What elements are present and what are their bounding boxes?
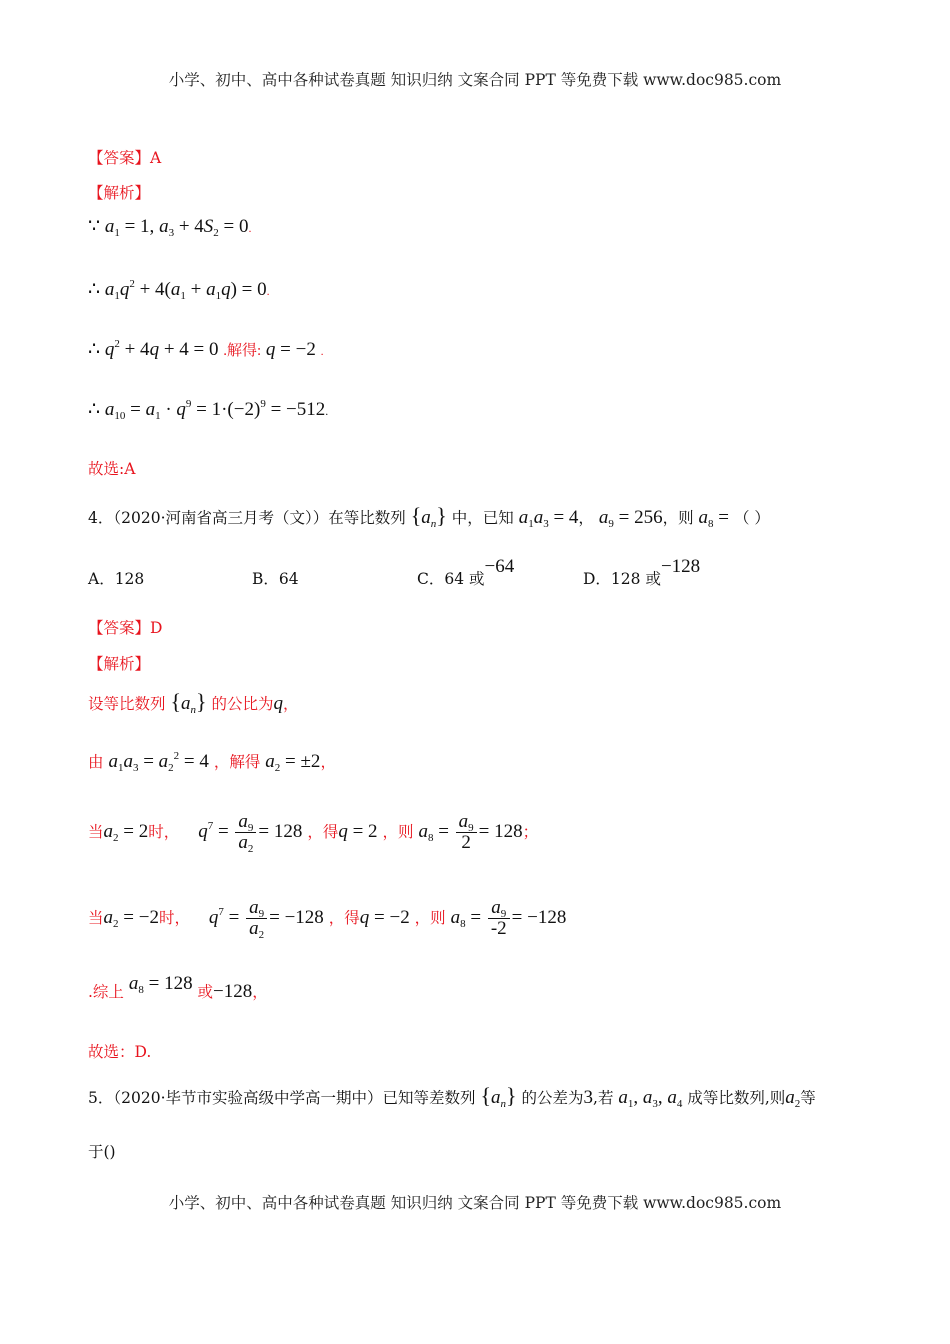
option-a: A．128 — [88, 570, 145, 588]
question-5: 5．（2020·毕节市实验高级中学高一期中）已知等差数列 $\{a_n\}$ 的公差为3,若 $a_1$, $a_3$, $a_4$ 成等比数列,则$a_2$等 — [88, 1083, 816, 1110]
conclusion-q3: 故选:A — [88, 460, 136, 478]
equation-line-1: ∵ $a_1 = 1$, $a_3 + 4S_2 = 0$. — [88, 216, 252, 239]
solution-step-2: 由 $a_1a_3 = a_2^2 = 4$ ，解得 $a_2 = \pm 2$， — [88, 750, 336, 774]
analysis-label-q4: 【解析】 — [88, 655, 151, 673]
question-5-line-2: 于() — [88, 1143, 116, 1161]
page-header: 小学、初中、高中各种试卷真题 知识归纳 文案合同 PPT 等免费下载 www.doc985.com — [168, 71, 782, 89]
option-d: D．128 或−128 — [583, 556, 701, 588]
equation-line-3: ∴ $q^2 + 4q + 4 = 0$ .解得: q = −2 . — [88, 338, 324, 360]
answer-label-q4: 【答案】D — [88, 619, 163, 637]
option-c: C．64 或−64 — [417, 556, 515, 588]
conclusion-q4: 故选：D. — [88, 1043, 152, 1061]
solution-step-1: 设等比数列 $\{a_n\}$ 的公比为q， — [88, 689, 299, 716]
equation-line-4: ∴ $a_{10} = a_1 \cdot q^9 = 1\cdot(-2)^9 = -512$. — [88, 398, 329, 422]
solution-step-3: 当$a_2 = 2$时， $q^7$ = $\frac{a_9}{a_2}$ = 128 ，得q = 2 ，则 $a_8$ = $\frac{a_9}{2}$ = 128； — [88, 811, 539, 855]
option-b: B．64 — [252, 570, 299, 588]
answer-label: 【答案】A — [88, 149, 162, 167]
equation-line-2: ∴ $a_1q^2 + 4(a_1 + a_1q) = 0$. — [88, 278, 270, 302]
analysis-label: 【解析】 — [88, 184, 151, 202]
question-4: 4．（2020·河南省高三月考（文））在等比数列 $\{a_n\}$ 中，已知 $a_1a_3 = 4$， $a_9 = 256$，则 $a_8$ = （ ） — [88, 503, 770, 530]
page-footer: 小学、初中、高中各种试卷真题 知识归纳 文案合同 PPT 等免费下载 www.doc985.com — [168, 1194, 782, 1212]
solution-step-4: 当$a_2 = -2$时， $q^7$ = $\frac{a_9}{a_2}$ = −128 ，得q = −2 ，则 $a_8$ = $\frac{a_9}{-2}$ = −128 — [88, 897, 567, 941]
solution-step-5: .综上 $a_8 = 128$ 或−128， — [88, 973, 268, 1002]
